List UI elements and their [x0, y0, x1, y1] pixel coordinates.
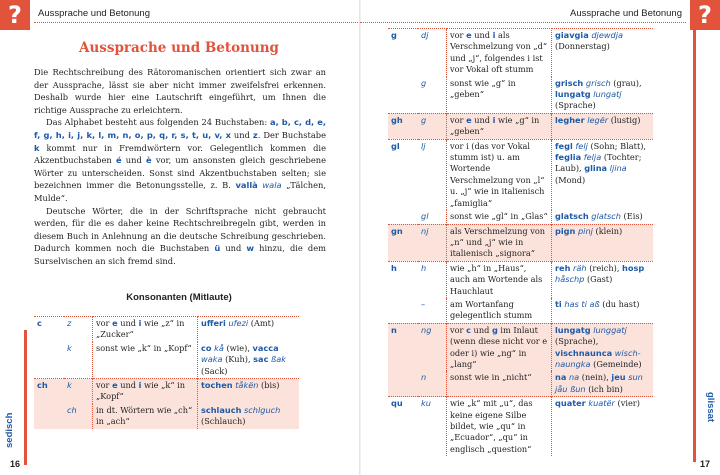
example-cell: fegl felj (Sohn; Blatt), feglia felja (Tochter; Laub), glina ljina (Mond): [552, 139, 654, 210]
phonetic-cell: k: [64, 379, 93, 404]
rule-cell: vor i (das vor Vokal stumm ist) u. am Wortende Verschmelzung von „l“ u. „j“ wie in italienisch „famiglia“: [447, 139, 552, 210]
example-cell: na na (nein), jeu sun jåu ßun (ich bin): [552, 371, 654, 396]
consonant-table-left: [34, 316, 299, 429]
example-cell: glatsch glatsch (Eis): [555, 211, 643, 222]
letter-cell: gl: [388, 139, 418, 210]
phonetic-cell: –: [421, 298, 426, 309]
table-row: [34, 404, 299, 429]
rule-cell: in dt. Wörtern wie „ch“ in „ach“: [93, 404, 198, 429]
rule-cell: sonst wie „gl“ in „Glas“: [447, 210, 552, 224]
letter-cell: n: [388, 323, 418, 371]
phonetic-cell: lj: [418, 139, 447, 210]
letter-cell: c: [34, 317, 64, 342]
sidebar-tab-left: sedisch: [0, 378, 22, 462]
question-mark-icon: ?: [690, 0, 720, 30]
letter-cell: g: [388, 29, 418, 77]
table-row: [388, 371, 653, 396]
phonetic-cell: ng: [418, 323, 447, 371]
example-cell: quater kuatër (vier): [552, 397, 654, 457]
table-row: [34, 379, 299, 404]
phonetic-cell: h: [418, 261, 447, 298]
rule-cell: vor c und g im Inlaut (wenn diese nicht vor e oder i) wie „ng“ in „lang“: [447, 323, 552, 371]
table-row: [388, 29, 653, 77]
letter-cell: [34, 404, 64, 429]
phonetic-cell: k: [67, 342, 72, 353]
question-mark-icon: ?: [0, 0, 30, 30]
rule-cell: vor e und i als Verschmelzung von „d“ und „j“, folgendes i ist vor Vokal oft stumm: [447, 29, 552, 77]
letter-cell: qu: [388, 397, 418, 457]
table-row: [388, 397, 653, 457]
page-number-right: 17: [699, 459, 710, 469]
sidebar-tab-right: glissat: [698, 378, 720, 462]
letter-cell: [388, 210, 418, 224]
example-cell: lungatg lunggatj (Sprache), vischnaunca wisch-naungka (Gemeinde): [552, 323, 654, 371]
letter-cell: [34, 342, 64, 379]
table-row: [34, 317, 299, 342]
example-cell: giavgia djewdja (Donnerstag): [552, 29, 654, 77]
phonetic-cell: n: [418, 371, 447, 396]
alphabet-letters: a, b, c, d, e, f, g, h, i, j, k, l, m, n, o, p, q, r, s, t, u, v, x: [34, 117, 326, 140]
table-row: [388, 113, 653, 139]
page-title: Aussprache und Betonung: [78, 40, 279, 56]
table-row: [388, 224, 653, 261]
sidebar-marker: [24, 330, 27, 465]
example-cell: ufferi ufezi (Amt): [198, 317, 300, 342]
letter-cell: h: [388, 261, 418, 298]
letter-cell: gn: [388, 224, 418, 261]
rule-cell: vor e und i wie „z“ in „Zucker“: [93, 317, 198, 342]
intro-paragraph-2: Das Alphabet besteht aus folgenden 24 Buchstaben: a, b, c, d, e, f, g, h, i, j, k, l, m, n, o, p, q, r, s, t, u, v, x und z. Der Buchstabe k kommt nur in Fremdwörtern vor. Gelegentlich kommen die Akzentbuchstaben é und è vor, um ansonsten gleich geschriebene Wörter zu unterscheiden. Sonst sind Akzentbuchstaben selten; sie bezeichnen immer die Betonungsstelle, z. B. vallà wala „Tälchen, Mulde“.: [34, 117, 326, 203]
phonetic-cell: gl: [421, 211, 429, 222]
rule-cell: wie „k“ mit „u“, das keine eigene Silbe bildet, wie „qu“ in „Ecuador“, „qu“ in englisch „question“: [447, 397, 552, 457]
example-cell: ti has ti aß (du hast): [555, 298, 640, 309]
letter-cell: gh: [388, 113, 418, 139]
example-cell: tochen tåkën (bis): [198, 379, 300, 404]
letter-cell: [388, 371, 418, 396]
example-cell: legher legër (lustig): [552, 113, 654, 139]
example-cell: grisch grisch (grau), lungatg lungatj (Sprache): [555, 77, 642, 111]
table-row: [388, 261, 653, 298]
intro-paragraph-3: Deutsche Wörter, die in der Schriftsprache nicht gebraucht werden, für die es daher keine Rechtschreibregeln gibt, werden in diesem Buch in Anlehnung an die deutsche Schreibung geschrieben. Dadurch kommen noch die Buchstaben ü und w hinzu, die dem Surselvischen an sich fremd sind.: [34, 205, 326, 266]
table-row: [34, 342, 299, 379]
table-row: [388, 298, 653, 323]
example-cell: reh räh (reich), hosp håschp (Gast): [552, 261, 654, 298]
header-divider: [34, 22, 360, 24]
running-header-right: Aussprache und Betonung: [570, 8, 682, 19]
table-row: [388, 139, 653, 210]
phonetic-cell: g: [421, 77, 427, 88]
consonant-table-right: [388, 28, 653, 456]
phonetic-cell: z: [64, 317, 93, 342]
consonants-heading: Konsonanten (Mitlaute): [126, 292, 232, 303]
letter-cell: [388, 77, 418, 114]
phonetic-cell: dj: [418, 29, 447, 77]
running-header-left: Aussprache und Betonung: [38, 8, 150, 19]
table-row: [388, 77, 653, 114]
sidebar-marker: [693, 30, 696, 462]
rule-cell: sonst wie „g“ in „geben“: [447, 77, 552, 114]
example-cell: schlauch schlguch (Schlauch): [198, 404, 300, 429]
rule-cell: vor e und i wie „k“ in „Kopf“: [93, 379, 198, 404]
page-number-left: 16: [10, 459, 21, 469]
phonetic-cell: g: [418, 113, 447, 139]
table-row: [388, 210, 653, 224]
example-cell: co kå (wie), vacca waka (Kuh), sac ßak (Sack): [201, 342, 286, 376]
phonetic-cell: ch: [64, 404, 93, 429]
phonetic-cell: nj: [418, 224, 447, 261]
intro-paragraph-1: Die Rechtschreibung des Rätoromanischen orientiert sich zwar an der Aussprache, lässt sie aber nicht immer zweifelsfrei erkennen. Deshalb wurde hier eine Lautschrift eingeführt, um Ihnen die richtige Aussprache zu erleichtern.: [34, 67, 326, 115]
rule-cell: sonst wie „k“ in „Kopf“: [93, 342, 198, 379]
rule-cell: wie „h“ in „Haus“, auch am Wortende als Hauchlaut: [447, 261, 552, 298]
example-cell: pign pinj (klein): [552, 224, 654, 261]
letter-cell: [388, 298, 418, 323]
phonetic-cell: ku: [418, 397, 447, 457]
rule-cell: vor e und i wie „g“ in „geben“: [447, 113, 552, 139]
letter-cell: ch: [34, 379, 64, 404]
rule-cell: sonst wie in „nicht“: [447, 371, 552, 396]
header-divider: [360, 22, 686, 24]
table-row: [388, 323, 653, 371]
rule-cell: am Wortanfang gelegentlich stumm: [447, 298, 552, 323]
rule-cell: als Verschmelzung von „n“ und „j“ wie in italienisch „signora“: [447, 224, 552, 261]
intro-text: [34, 66, 326, 268]
